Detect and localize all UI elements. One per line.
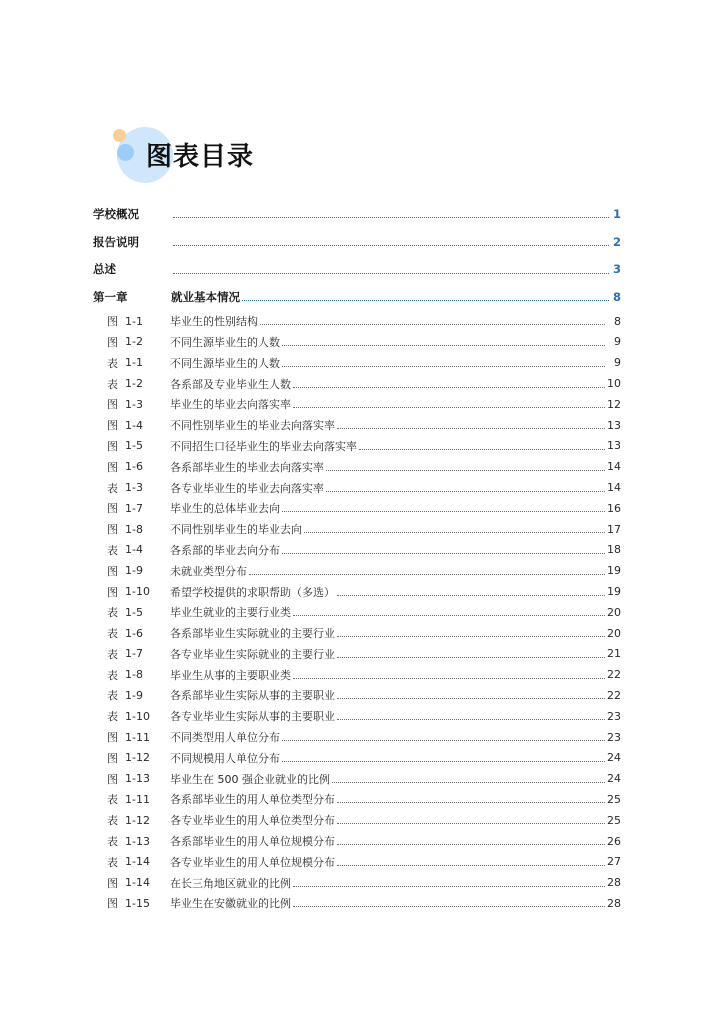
toc-entry-kind: 表 (107, 481, 118, 495)
toc-entry-kind: 表 (107, 835, 118, 849)
toc-page-number: 24 (607, 772, 621, 786)
toc-entry-kind: 图 (107, 564, 118, 578)
toc-entry-kind: 表 (107, 647, 118, 661)
toc-page-number: 22 (607, 688, 621, 702)
toc-figure-entry[interactable] (93, 664, 621, 685)
toc-entry-text: 不同生源毕业生的人数 (170, 335, 280, 349)
toc-entry-text: 各系部毕业生实际就业的主要行业 (170, 627, 335, 641)
page-title: 图表目录 (146, 142, 255, 172)
toc-entry-kind: 表 (107, 543, 118, 557)
toc-dot-leader (337, 844, 605, 845)
toc-entry-label: 第一章 (93, 289, 128, 304)
toc-entry-number: 1-2 (125, 377, 143, 391)
toc-entry-text: 希望学校提供的求职帮助（多选） (170, 585, 335, 599)
toc-entry-number: 1-7 (125, 647, 143, 661)
toc-figure-entry[interactable] (93, 644, 621, 665)
toc-entry-number: 1-4 (125, 543, 143, 557)
toc-entry-text: 不同性别毕业生的毕业去向 (170, 523, 302, 537)
toc-entry-kind: 表 (107, 668, 118, 682)
toc-figure-entry[interactable] (93, 560, 621, 581)
toc-page-number: 22 (607, 668, 621, 682)
toc-dot-leader (282, 761, 605, 762)
toc-page-number: 24 (607, 751, 621, 765)
toc-dot-leader (249, 574, 605, 575)
toc-page-number: 21 (607, 647, 621, 661)
toc-page-number: 8 (614, 314, 621, 328)
toc-dot-leader (337, 719, 605, 720)
toc-entry-number: 1-1 (125, 314, 143, 328)
toc-figure-entry[interactable] (93, 498, 621, 519)
toc-dot-leader (337, 823, 605, 824)
toc-entry-text: 毕业生的性别结构 (170, 315, 258, 329)
toc-figure-entry[interactable] (93, 872, 621, 893)
toc-dot-leader (293, 615, 605, 616)
toc-dot-leader (260, 324, 605, 325)
toc-dot-leader (293, 407, 605, 408)
toc-entry-kind: 图 (107, 751, 118, 765)
toc-dot-leader (304, 532, 605, 533)
toc-entry-number: 1-1 (125, 356, 143, 370)
toc-dot-leader (326, 470, 605, 471)
toc-page-number: 28 (607, 896, 621, 910)
toc-page-number: 19 (607, 564, 621, 578)
toc-page-number: 20 (607, 626, 621, 640)
toc-page-number: 14 (607, 481, 621, 495)
toc-figure-entry[interactable] (93, 373, 621, 394)
toc-entry-text: 毕业生就业的主要行业类 (170, 606, 291, 620)
toc-main-entry[interactable] (93, 255, 621, 283)
toc-entry-kind: 表 (107, 689, 118, 703)
toc-entry-number: 1-2 (125, 335, 143, 349)
toc-figure-entry[interactable] (93, 540, 621, 561)
toc-figure-entry[interactable] (93, 623, 621, 644)
toc-entry-text: 各系部毕业生的用人单位规模分布 (170, 835, 335, 849)
toc-figure-entry[interactable] (93, 789, 621, 810)
toc-page-number: 13 (607, 418, 621, 432)
toc-page-number: 25 (607, 813, 621, 827)
toc-entry-kind: 图 (107, 398, 118, 412)
toc-dot-leader (332, 782, 605, 783)
toc-entry-text: 各系部毕业生的毕业去向落实率 (170, 460, 324, 474)
toc-main-entry[interactable] (93, 283, 621, 311)
toc-entry-number: 1-14 (125, 876, 150, 890)
toc-page-number: 19 (607, 585, 621, 598)
toc-entry-text: 毕业生在安徽就业的比例 (170, 897, 291, 911)
toc-page-number: 17 (607, 522, 621, 536)
toc-dot-leader (337, 595, 605, 596)
toc-entry-text: 毕业生在 500 强企业就业的比例 (170, 772, 330, 786)
toc-page-number: 23 (607, 709, 621, 723)
toc-dot-leader (242, 300, 609, 301)
toc-figure-entry[interactable] (93, 831, 621, 852)
toc-dot-leader (337, 865, 605, 866)
toc-figure-entry[interactable] (93, 456, 621, 477)
toc-entry-number: 1-10 (125, 585, 150, 598)
toc-entry-number: 1-9 (125, 688, 143, 702)
toc-figure-entry[interactable] (93, 581, 621, 602)
toc-figure-entry[interactable] (93, 602, 621, 623)
toc-entry-kind: 图 (107, 460, 118, 474)
toc-entry-number: 1-8 (125, 522, 143, 536)
toc-figure-entry[interactable] (93, 747, 621, 768)
toc-entry-text: 不同类型用人单位分布 (170, 731, 280, 745)
toc-entry-kind: 图 (107, 897, 118, 911)
toc-main-list (93, 200, 621, 311)
toc-page-number: 28 (607, 876, 621, 890)
toc-entry-number: 1-10 (125, 709, 150, 723)
toc-entry-text: 各专业毕业生实际就业的主要行业 (170, 647, 335, 661)
toc-sub-list (93, 311, 621, 914)
toc-dot-leader (293, 886, 605, 887)
toc-figure-entry[interactable] (93, 768, 621, 789)
toc-entry-kind: 表 (107, 710, 118, 724)
toc-figure-entry[interactable] (93, 415, 621, 436)
toc-entry-number: 1-6 (125, 626, 143, 640)
toc-figure-entry[interactable] (93, 352, 621, 373)
toc-entry-number: 1-13 (125, 834, 150, 848)
toc-page-number: 26 (607, 834, 621, 848)
toc-page-number: 9 (614, 335, 621, 349)
toc-page-number: 16 (607, 501, 621, 515)
toc-dot-leader (293, 678, 605, 679)
toc-figure-entry[interactable] (93, 394, 621, 415)
title-block (110, 124, 310, 184)
toc-dot-leader (282, 366, 605, 367)
toc-dot-leader (326, 491, 605, 492)
decorative-circle-orange (113, 129, 126, 142)
toc-entry-kind: 图 (107, 772, 118, 786)
toc-entry-kind: 图 (107, 335, 118, 349)
toc-entry-kind: 表 (107, 627, 118, 641)
toc-entry-number: 1-15 (125, 896, 150, 910)
toc-entry-text: 不同招生口径毕业生的毕业去向落实率 (170, 439, 357, 453)
toc-figure-entry[interactable] (93, 706, 621, 727)
toc-entry-text: 就业基本情况 (171, 289, 240, 304)
toc-entry-text: 未就业类型分布 (170, 564, 247, 578)
toc-entry-text: 各系部的毕业去向分布 (170, 543, 280, 557)
toc-entry-number: 1-14 (125, 855, 150, 869)
toc-figure-entry[interactable] (93, 519, 621, 540)
toc-dot-leader (337, 657, 605, 658)
toc-main-entry[interactable] (93, 228, 621, 256)
toc-main-entry[interactable] (93, 200, 621, 228)
toc-entry-text: 各专业毕业生的用人单位规模分布 (170, 855, 335, 869)
toc-figure-entry[interactable] (93, 727, 621, 748)
toc-figure-entry[interactable] (93, 477, 621, 498)
toc-entry-number: 1-11 (125, 792, 150, 806)
toc-page-number: 25 (607, 792, 621, 806)
toc-entry-kind: 图 (107, 315, 118, 329)
toc-dot-leader (173, 217, 609, 218)
toc-entry-number: 1-3 (125, 481, 143, 495)
toc-entry-text: 不同性别毕业生的毕业去向落实率 (170, 419, 335, 433)
toc-entry-kind: 图 (107, 523, 118, 537)
decorative-circle-blue (117, 144, 134, 161)
toc-figure-entry[interactable] (93, 851, 621, 872)
toc-page-number: 18 (607, 543, 621, 557)
toc-figure-entry[interactable] (93, 332, 621, 353)
toc-entry-kind: 图 (107, 439, 118, 453)
toc-entry-label: 报告说明 (93, 234, 139, 249)
toc-entry-label: 学校概况 (93, 206, 139, 221)
toc-entry-text: 在长三角地区就业的比例 (170, 876, 291, 890)
toc-figure-entry[interactable] (93, 685, 621, 706)
toc-page-number: 9 (614, 356, 621, 370)
toc-entry-kind: 图 (107, 502, 118, 516)
toc-entry-text: 毕业生的毕业去向落实率 (170, 398, 291, 412)
toc-page-number: 1 (612, 206, 621, 221)
toc-dot-leader (173, 273, 609, 274)
toc-entry-number: 1-13 (125, 772, 150, 786)
toc-figure-entry[interactable] (93, 311, 621, 332)
toc-dot-leader (337, 802, 605, 803)
toc-entry-kind: 图 (107, 419, 118, 433)
toc-entry-text: 各专业毕业生实际从事的主要职业 (170, 710, 335, 724)
toc-dot-leader (282, 740, 605, 741)
toc-entry-kind: 图 (107, 585, 118, 599)
toc-entry-text: 各专业毕业生的毕业去向落实率 (170, 481, 324, 495)
toc-dot-leader (293, 906, 605, 907)
toc-page-number: 13 (607, 439, 621, 453)
toc-entry-number: 1-7 (125, 501, 143, 515)
toc-entry-number: 1-5 (125, 439, 143, 453)
toc-entry-number: 1-12 (125, 751, 150, 765)
toc-figure-entry[interactable] (93, 893, 621, 914)
toc-page-number: 23 (607, 730, 621, 744)
toc-dot-leader (337, 428, 605, 429)
toc-page-number: 27 (607, 855, 621, 869)
toc-dot-leader (282, 345, 605, 346)
toc-dot-leader (173, 245, 609, 246)
toc-entry-kind: 表 (107, 814, 118, 828)
toc-entry-kind: 表 (107, 855, 118, 869)
table-of-contents (93, 200, 621, 914)
toc-entry-number: 1-8 (125, 668, 143, 682)
toc-entry-number: 1-6 (125, 460, 143, 474)
toc-entry-text: 毕业生的总体毕业去向 (170, 502, 280, 516)
toc-page-number: 12 (607, 397, 621, 411)
toc-entry-kind: 表 (107, 606, 118, 620)
toc-page-number: 14 (607, 460, 621, 474)
toc-dot-leader (293, 387, 605, 388)
toc-entry-kind: 表 (107, 356, 118, 370)
toc-entry-text: 各系部毕业生的用人单位类型分布 (170, 793, 335, 807)
toc-entry-number: 1-5 (125, 605, 143, 619)
toc-entry-number: 1-9 (125, 564, 143, 578)
toc-entry-text: 各系部毕业生实际从事的主要职业 (170, 689, 335, 703)
toc-page-number: 3 (612, 262, 621, 277)
toc-entry-text: 不同生源毕业生的人数 (170, 356, 280, 370)
toc-figure-entry[interactable] (93, 810, 621, 831)
toc-page-number: 2 (612, 234, 621, 249)
toc-entry-text: 毕业生从事的主要职业类 (170, 668, 291, 682)
toc-page-number: 20 (607, 605, 621, 619)
toc-entry-kind: 图 (107, 731, 118, 745)
toc-entry-number: 1-4 (125, 418, 143, 432)
toc-dot-leader (337, 698, 605, 699)
toc-entry-number: 1-12 (125, 813, 150, 827)
toc-entry-kind: 表 (107, 377, 118, 391)
toc-entry-kind: 表 (107, 793, 118, 807)
toc-page-number: 10 (607, 377, 621, 391)
toc-figure-entry[interactable] (93, 436, 621, 457)
toc-entry-text: 各专业毕业生的用人单位类型分布 (170, 814, 335, 828)
toc-entry-label: 总述 (93, 262, 116, 277)
toc-dot-leader (359, 449, 605, 450)
toc-dot-leader (282, 553, 605, 554)
toc-dot-leader (282, 511, 605, 512)
toc-entry-number: 1-3 (125, 397, 143, 411)
toc-entry-text: 各系部及专业毕业生人数 (170, 377, 291, 391)
toc-entry-text: 不同规模用人单位分布 (170, 751, 280, 765)
toc-entry-kind: 图 (107, 876, 118, 890)
toc-entry-number: 1-11 (125, 730, 150, 744)
toc-dot-leader (337, 636, 605, 637)
toc-page-number: 8 (612, 289, 621, 304)
